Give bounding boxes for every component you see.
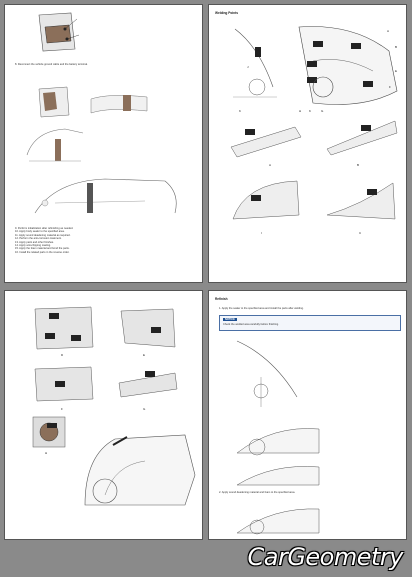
step-2-text: 2. Apply sound deadening material and foam to the specified area. bbox=[219, 491, 296, 494]
step-8-text: 8. Reconnect the vehicle ground cable and the battery terminal. bbox=[15, 63, 88, 66]
quarter-panel-overview bbox=[75, 415, 199, 515]
weld-figure-f bbox=[31, 363, 97, 405]
panel-cut-figure-3 bbox=[25, 125, 85, 165]
figure-label: H bbox=[45, 451, 48, 455]
notice-text: Check the welded area carefully before finishing. bbox=[223, 323, 279, 326]
step-item: 10. Apply body sealer to the specified area. bbox=[15, 230, 65, 234]
figure-label: I bbox=[261, 231, 262, 235]
manual-page-2 bbox=[208, 4, 407, 283]
sealer-figure-1 bbox=[233, 337, 303, 417]
step-item: 14. Apply anti-chipping coating. bbox=[15, 244, 51, 248]
figure-label: B bbox=[395, 45, 398, 49]
foam-figure bbox=[233, 499, 323, 537]
figure-label: G bbox=[321, 109, 324, 113]
figure-label: B bbox=[357, 163, 360, 167]
manual-page-3 bbox=[4, 290, 203, 540]
figure-label: A bbox=[387, 29, 390, 33]
panel-cut-figure-1 bbox=[35, 85, 75, 119]
weld-figure-quarter-panel bbox=[293, 21, 403, 113]
figure-label: H bbox=[299, 109, 302, 113]
step-item: 13. Apply paint and other finishes. bbox=[15, 240, 54, 244]
weld-figure-j bbox=[229, 27, 281, 123]
figure-label: D bbox=[61, 353, 64, 357]
sealer-figure-2 bbox=[233, 419, 323, 459]
figure-label: E bbox=[143, 353, 146, 357]
page-2-title: Welding Points bbox=[215, 11, 238, 15]
manual-page-1 bbox=[4, 4, 203, 283]
weld-figure-h bbox=[31, 415, 67, 449]
figure-label: C bbox=[359, 231, 362, 235]
weld-figure-b bbox=[321, 115, 401, 159]
weld-figure-g bbox=[115, 363, 181, 405]
figure-label: J bbox=[247, 65, 249, 69]
step-item: 11. Apply sound deadening material as required. bbox=[15, 233, 71, 237]
figure-label: E bbox=[395, 69, 398, 73]
figure-label: K bbox=[239, 109, 242, 113]
panel-cut-figure-2 bbox=[89, 89, 149, 119]
weld-figure-i bbox=[225, 175, 305, 227]
weld-figure-d bbox=[31, 303, 97, 353]
step-1-text: 1. Apply the sealer to the specified area and install the parts after welding. bbox=[219, 307, 304, 310]
watermark-text: CarGeometry bbox=[247, 543, 403, 571]
notice-title: NOTICE bbox=[225, 318, 235, 321]
weld-figure-c bbox=[321, 175, 401, 227]
step-item: 16. Install the related parts in the reverse order. bbox=[15, 250, 70, 254]
step-item: 15. Apply the foam material and bond the parts. bbox=[15, 247, 70, 251]
watermark-logo bbox=[188, 543, 403, 573]
figure-label: F bbox=[61, 407, 63, 411]
sealer-figure-3 bbox=[233, 459, 323, 489]
weld-figure-e bbox=[115, 303, 181, 353]
rear-body-figure bbox=[25, 173, 185, 221]
manual-page-4 bbox=[208, 290, 407, 540]
notice-box bbox=[219, 315, 401, 331]
figure-label: A bbox=[269, 163, 272, 167]
page-4-title: Refinish bbox=[215, 297, 228, 301]
step-item: 9. Perform initialization after refinishing as needed. bbox=[15, 227, 74, 230]
figure-label: G bbox=[143, 407, 146, 411]
figure-label: F bbox=[389, 85, 391, 89]
pillar-detail-figure bbox=[35, 11, 85, 53]
figure-label: K bbox=[309, 109, 312, 113]
step-item: 12. Perform the anti-corrosion treatment. bbox=[15, 237, 62, 241]
weld-figure-a bbox=[225, 117, 305, 161]
steps-list bbox=[15, 227, 195, 254]
